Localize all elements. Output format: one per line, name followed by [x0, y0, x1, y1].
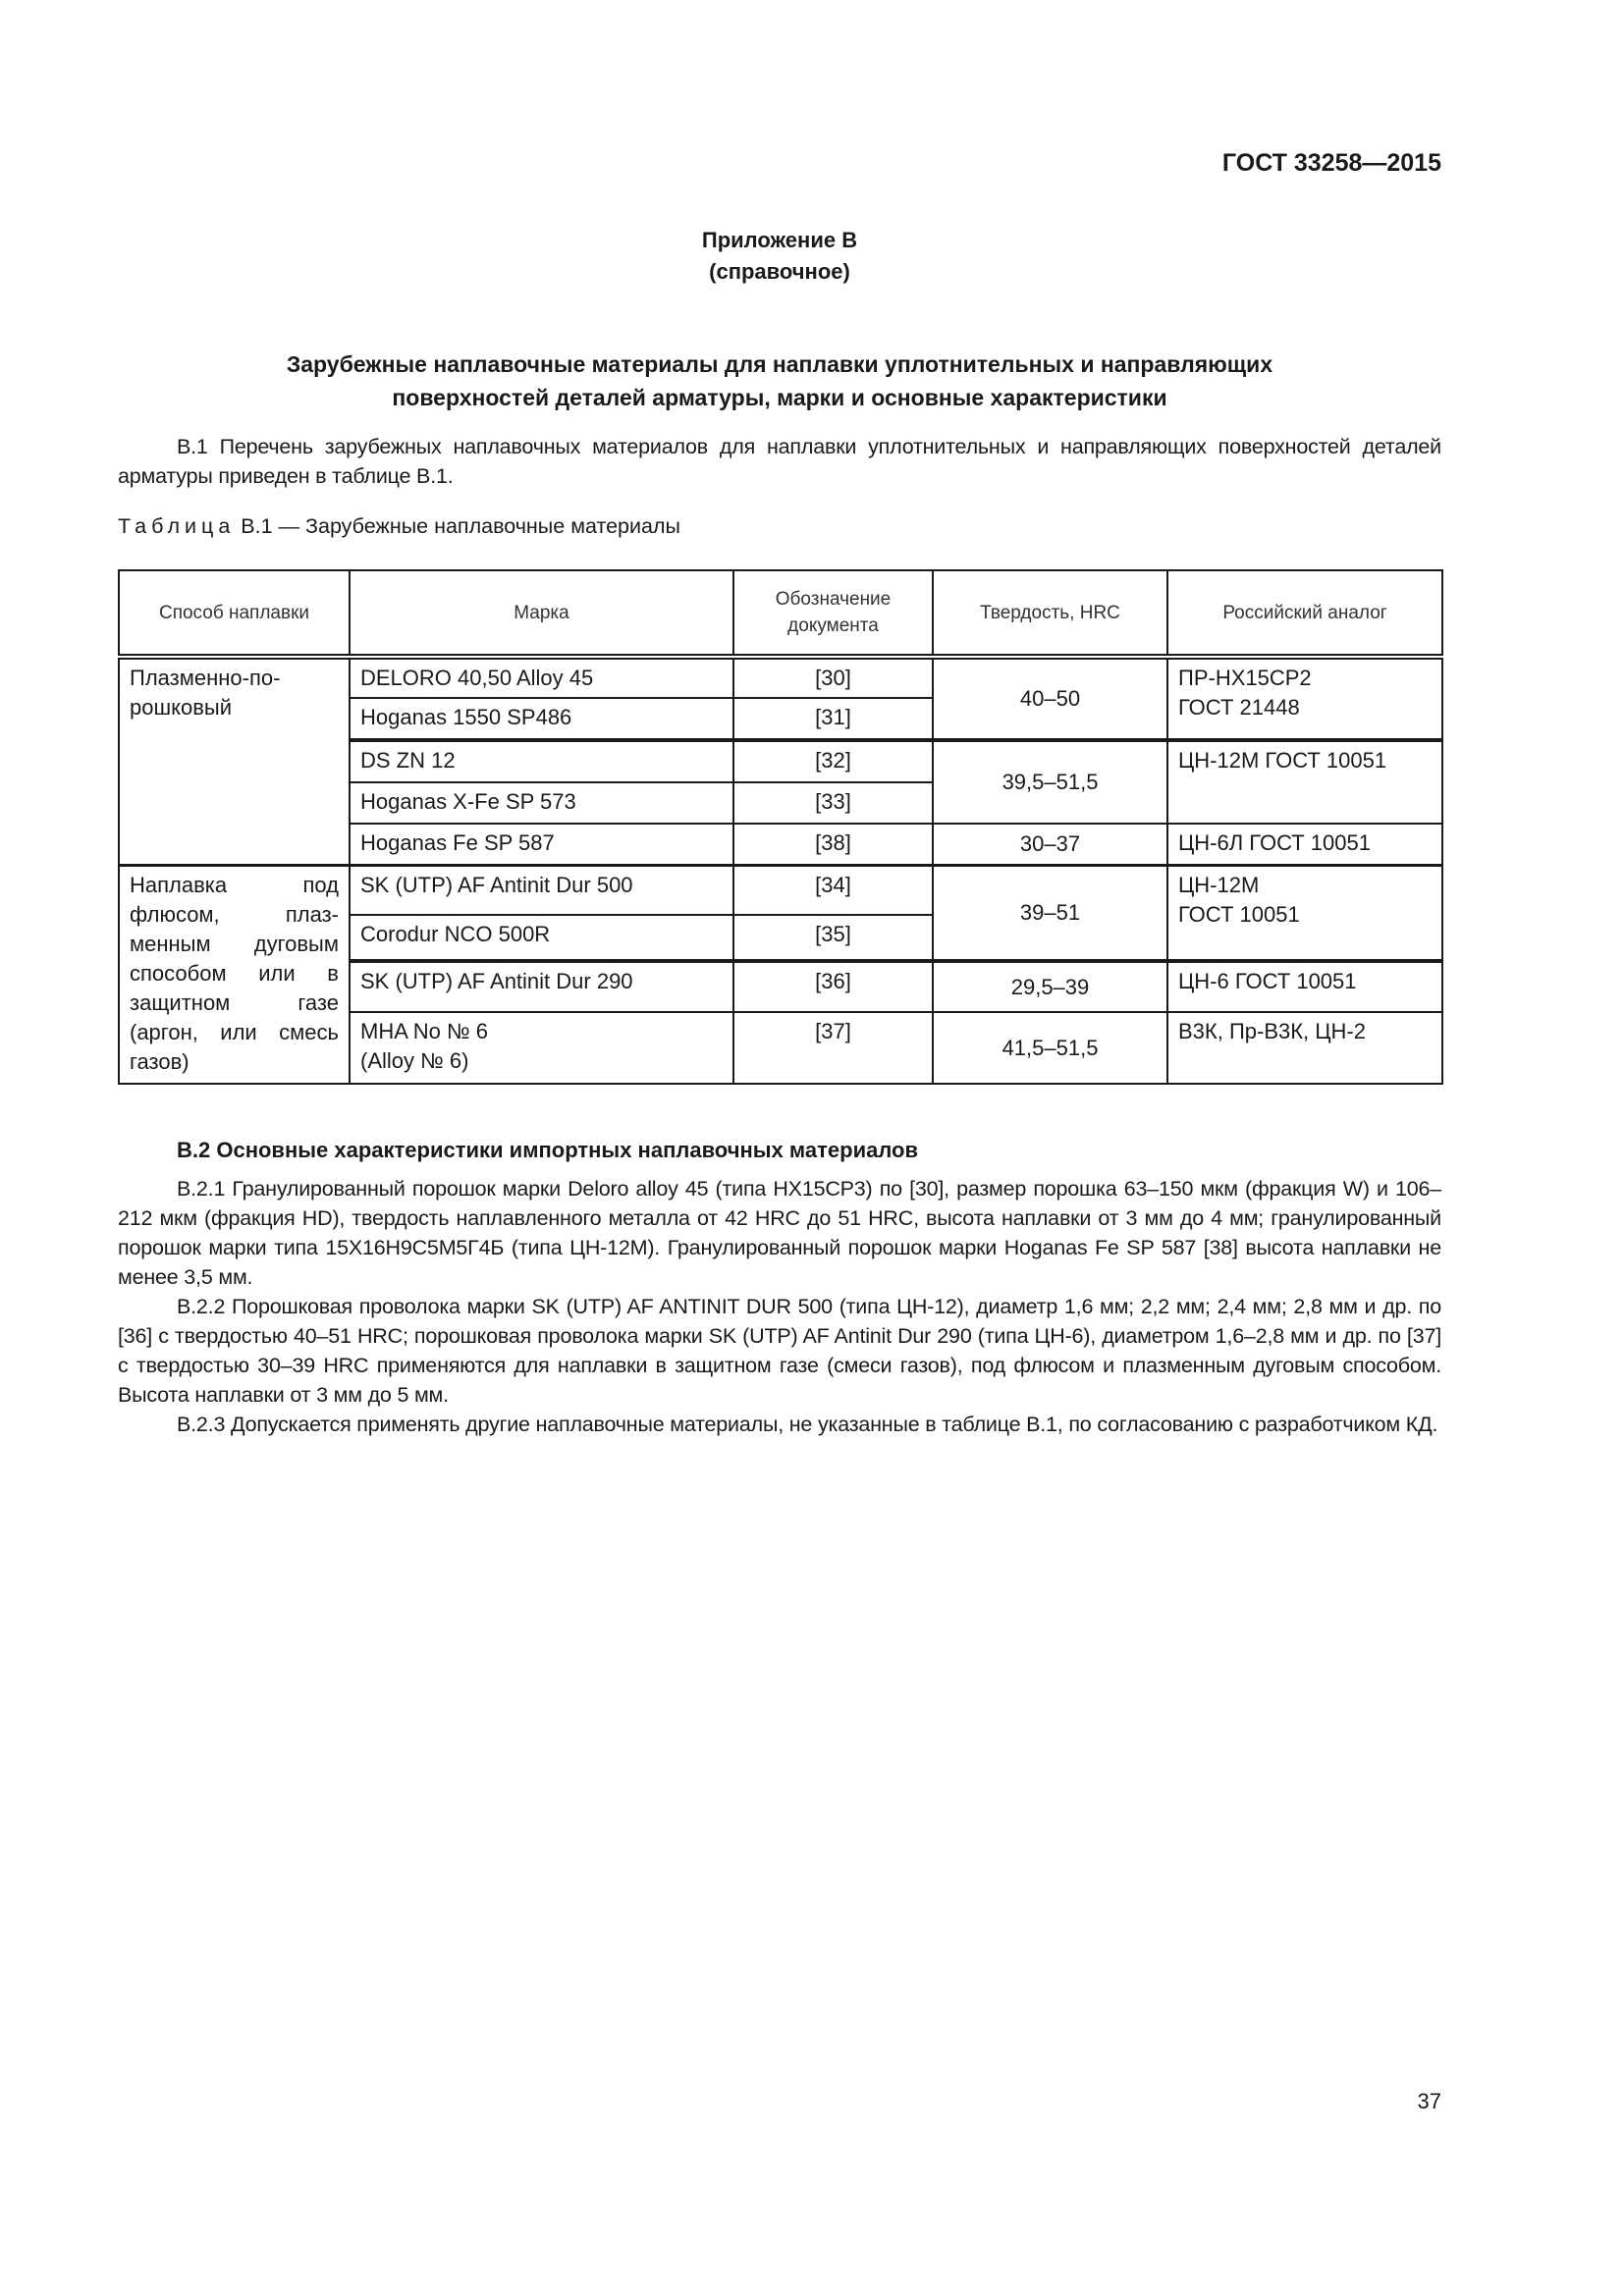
hardness-cell: 30–37 [933, 824, 1167, 865]
table-header-row [119, 570, 1442, 657]
hardness-cell: 40–50 [933, 657, 1167, 740]
caption-prefix: Таблица [118, 514, 236, 538]
brand-cell: SK (UTP) AF Antinit Dur 290 [350, 961, 733, 1012]
brand-cell: SK (UTP) AF Antinit Dur 500 [350, 865, 733, 915]
analog-cell [1167, 657, 1442, 740]
brand-cell: Hoganas X-Fe SP 573 [350, 782, 733, 824]
paragraph-b2-3: В.2.3 Допускается применять другие наплавочные материалы, не указанные в таблице В.1, по согласованию с разработчиком КД. [177, 1413, 1438, 1436]
analog-line: ЦН-12М [1178, 872, 1260, 897]
brand-line: (Alloy № 6) [360, 1048, 469, 1073]
section-b2-heading: В.2 Основные характеристики импортных наплавочных материалов [177, 1138, 918, 1162]
section-b2 [118, 1174, 1441, 1439]
caption-text: В.1 — Зарубежные наплавочные материалы [241, 514, 680, 538]
header-document: Обозначение документа [733, 570, 933, 657]
doc-cell: [35] [733, 915, 933, 961]
materials-table [118, 569, 1443, 1085]
section-b1 [118, 432, 1441, 491]
table-row [119, 657, 1442, 698]
doc-cell: [30] [733, 657, 933, 698]
paragraph-b1: В.1 Перечень зарубежных наплавочных материалов для наплавки уплотнительных и направляющих поверхностей деталей арматуры приведен в таблице В.1. [118, 435, 1441, 488]
method-cell: Наплавка под флюсом, плазменным дуговым способом или в защитном газе (аргон, или смесь газов) [119, 865, 350, 1084]
brand-cell: Hoganas Fe SP 587 [350, 824, 733, 865]
analog-cell: ЦН-6Л ГОСТ 10051 [1167, 824, 1442, 865]
header-hardness: Твердость, HRC [933, 570, 1167, 657]
doc-cell: [33] [733, 782, 933, 824]
appendix-subtitle: (справочное) [709, 259, 850, 284]
brand-cell: Corodur NCO 500R [350, 915, 733, 961]
analog-cell: ЦН-12М ГОСТ 10051 [1167, 740, 1442, 824]
hardness-cell: 29,5–39 [933, 961, 1167, 1012]
method-cell: Плазменно-порошковый [119, 657, 350, 865]
doc-cell: [32] [733, 740, 933, 782]
main-title-line1: Зарубежные наплавочные материалы для наплавки уплотнительных и направляющих [286, 351, 1273, 377]
hardness-cell: 39–51 [933, 865, 1167, 961]
brand-cell: DELORO 40,50 Alloy 45 [350, 657, 733, 698]
paragraph-b2-1: В.2.1 Гранулированный порошок марки Deloro alloy 45 (типа НХ15СР3) по [30], размер порошка 63–150 мкм (фракция W) и 106–212 мкм (фракция HD), твердость наплавленного металла от 42 HRC до 51 HRC, высота наплавки от 3 мм до 4 мм; гранулированный порошок марки типа 15Х16Н9С5М5Г4Б (типа ЦН-12М). Гранулированный порошок марки Hoganas Fe SP 587 [38] высота наплавки не менее 3,5 мм. [118, 1177, 1441, 1289]
table-caption [118, 514, 680, 539]
page-number: 37 [1417, 2089, 1441, 2113]
analog-line: ПР-НХ15СР2 [1178, 666, 1312, 690]
header-brand: Марка [350, 570, 733, 657]
appendix-title: Приложение В [701, 228, 858, 252]
doc-cell: [38] [733, 824, 933, 865]
analog-cell: ЦН-6 ГОСТ 10051 [1167, 961, 1442, 1012]
header-method: Способ наплавки [119, 570, 350, 657]
analog-cell: В3К, Пр-В3К, ЦН-2 [1167, 1012, 1442, 1084]
analog-cell [1167, 865, 1442, 961]
doc-cell: [34] [733, 865, 933, 915]
doc-cell: [37] [733, 1012, 933, 1084]
brand-cell: DS ZN 12 [350, 740, 733, 782]
analog-line: ГОСТ 21448 [1178, 695, 1300, 720]
doc-cell: [36] [733, 961, 933, 1012]
header-analog: Российский аналог [1167, 570, 1442, 657]
brand-cell: Hoganas 1550 SP486 [350, 698, 733, 740]
doc-cell: [31] [733, 698, 933, 740]
brand-line: MHA No № 6 [360, 1019, 488, 1043]
brand-cell [350, 1012, 733, 1084]
hardness-cell: 41,5–51,5 [933, 1012, 1167, 1084]
document-number: ГОСТ 33258—2015 [1221, 149, 1441, 177]
table-row [119, 865, 1442, 915]
hardness-cell: 39,5–51,5 [933, 740, 1167, 824]
main-title-line2: поверхностей деталей арматуры, марки и основные характеристики [392, 385, 1167, 410]
paragraph-b2-2: В.2.2 Порошковая проволока марки SK (UTP) AF ANTINIT DUR 500 (типа ЦН-12), диаметр 1,6 мм; 2,2 мм; 2,4 мм; 2,8 мм и др. по [36] с твердостью 40–51 HRC; порошковая проволока марки SK (UTP) AF Antinit Dur 290 (типа ЦН-6), диаметром 1,6–2,8 мм и др. по [37] с твердостью 30–39 HRC применяются для наплавки в защитном газе (смеси газов), под флюсом и плазменным дуговым способом. Высота наплавки от 3 мм до 5 мм. [118, 1295, 1441, 1407]
analog-line: ГОСТ 10051 [1178, 901, 1300, 927]
